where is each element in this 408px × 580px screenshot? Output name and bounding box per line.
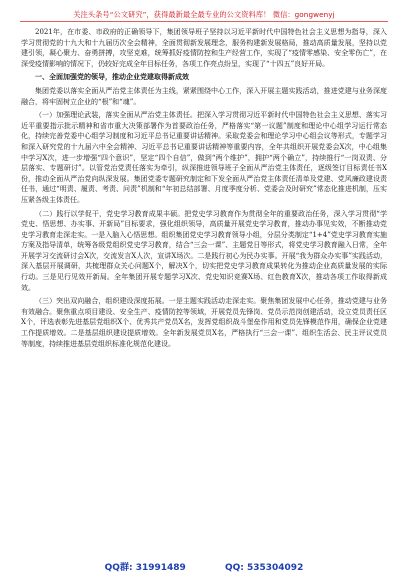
subsection-paragraph-1: （一）加强理论武装，落实全面从严治党主体责任。把深入学习贯彻习近平新时代中国特色社会主义思想、落实习近平重要指示批示精神和省市重大决策部署作为首要政治任务，严格落实“第一议题”制度和理论中心组学习运行常态化，持续完善党委中心组学习制度和习近平总书记重要讲话精神。采取党委会和理论学习中心组会议等形式，专题学习和深入研究党的十九届六中全会精神、习近平总书记重要讲话精神等重要内容，全年共组织开展党委会X次，中心组集中学习X次，进一步增强“四个意识”，坚定“四个自信”，做到“两个维护”，拥护“两个确立”，持续推行“一岗双责、分层落实、专题研讨”。以管党治党责任落实为牵引，纵深推进领导班子全面从严治党主体责任，逐级签订目标责任书X份，推动全面从严治党向纵深发展。集团党委专题研究制定和下发全面从严治党主体责任清单及党建、党风廉政建设责任书，通过“明责、履责、考责、问责”机制和“年初总结部署、月度季度分析、党委会及时研究”常态化推进机制，压实压紧各级主体责任。 — [21, 111, 387, 204]
subsection-paragraph-2: （二）践行以学促干，党史学习教育成果丰硕。把党史学习教育作为贯彻全年的重要政治任务，深入学习贯彻“学党史、悟思想、办实事、开新局”目标要求，强化组织领导，高质量开展党史学习教育，推动办事见实效，不断推动党史学习教育走深走实。一是入脑入心悟思想。组织集团党史学习教育领导小组，分层分类制定“1+4”党史学习教育实施方案及指导清单，统筹各级党组织党史学习教育，结合“三会一课”、主题党日等形式，将党史学习教育融入日常，全年开展学习交流研讨会X次，交流发言X人次，宣讲X场次。二是践行初心为民办实事。开展“我为群众办实事”实践活动，深入基层开展调研，共梳理群众关心问题X个，解决X个，切实把党史学习教育成果转化为推动企业高质量发展的实际行动。三是见行见效开新局。全年集团开展专题学习X次、党史知识竞赛X场、红色教育X次，推动各项工作取得新成效。 — [21, 209, 387, 292]
footer-qq-group: QQ群: 31991489 — [104, 563, 186, 573]
header-banner: 关注头条号“公文研究”，获得最新最全最专业的公文资料库！ 微信：gongwenyj — [73, 10, 335, 19]
footer-qq: QQ: 535304092 — [224, 563, 304, 573]
section-heading: 一、全面加强党的领导，推动企业党建取得新成效 — [35, 73, 189, 82]
document-body — [21, 27, 387, 352]
footer-contact — [0, 560, 408, 573]
header-divider — [20, 21, 388, 22]
intro-paragraph: 2021年，在市委、市政府的正确领导下，集团领导班子坚持以习近平新时代中国特色社会主义思想为指导，深入学习贯彻党的十九大和十九届历次全会精神，全面贯彻新发展理念，服务构建新发展格局，推动高质量发展，坚持以党建引领，凝心聚力、奋勇拼搏，攻坚克难，统筹抓好疫情防控和生产经营工作，实现了“疫情零感染、安全零伤亡”，在深受疫情影响的情况下，仍较好完成全年目标任务，各项工作亮点纷呈，实现了“十四五”良好开局。 — [21, 28, 387, 68]
section-intro-paragraph: 集团党委以落实全面从严治党主体责任为主线，紧紧围绕中心工作，深入开展主题实践活动，推进党建与业务深度融合，将牢固树立企业的“根”和“魂”。 — [21, 86, 387, 106]
subsection-paragraph-3: （三）突出双向融合，组织建设深度拓展。一是主题实践活动走深走实。聚焦集团发展中心任务，推动党建与业务有效融合。聚焦重点项目建设、安全生产、疫情防控等领域，开展党员先锋岗、党员示范岗创建活动，设立党员责任区X个，评选表彰先进基层党组织X个、优秀共产党员X名，发挥党组织战斗堡垒作用和党员先锋模范作用，确保企业党建工作提质增效。二是基层组织建设提质增效。全年新发展党员X名，严格执行“三会一课”、组织生活会、民主评议党员等制度，持续推进基层党组织标准化规范化建设。 — [21, 297, 387, 348]
